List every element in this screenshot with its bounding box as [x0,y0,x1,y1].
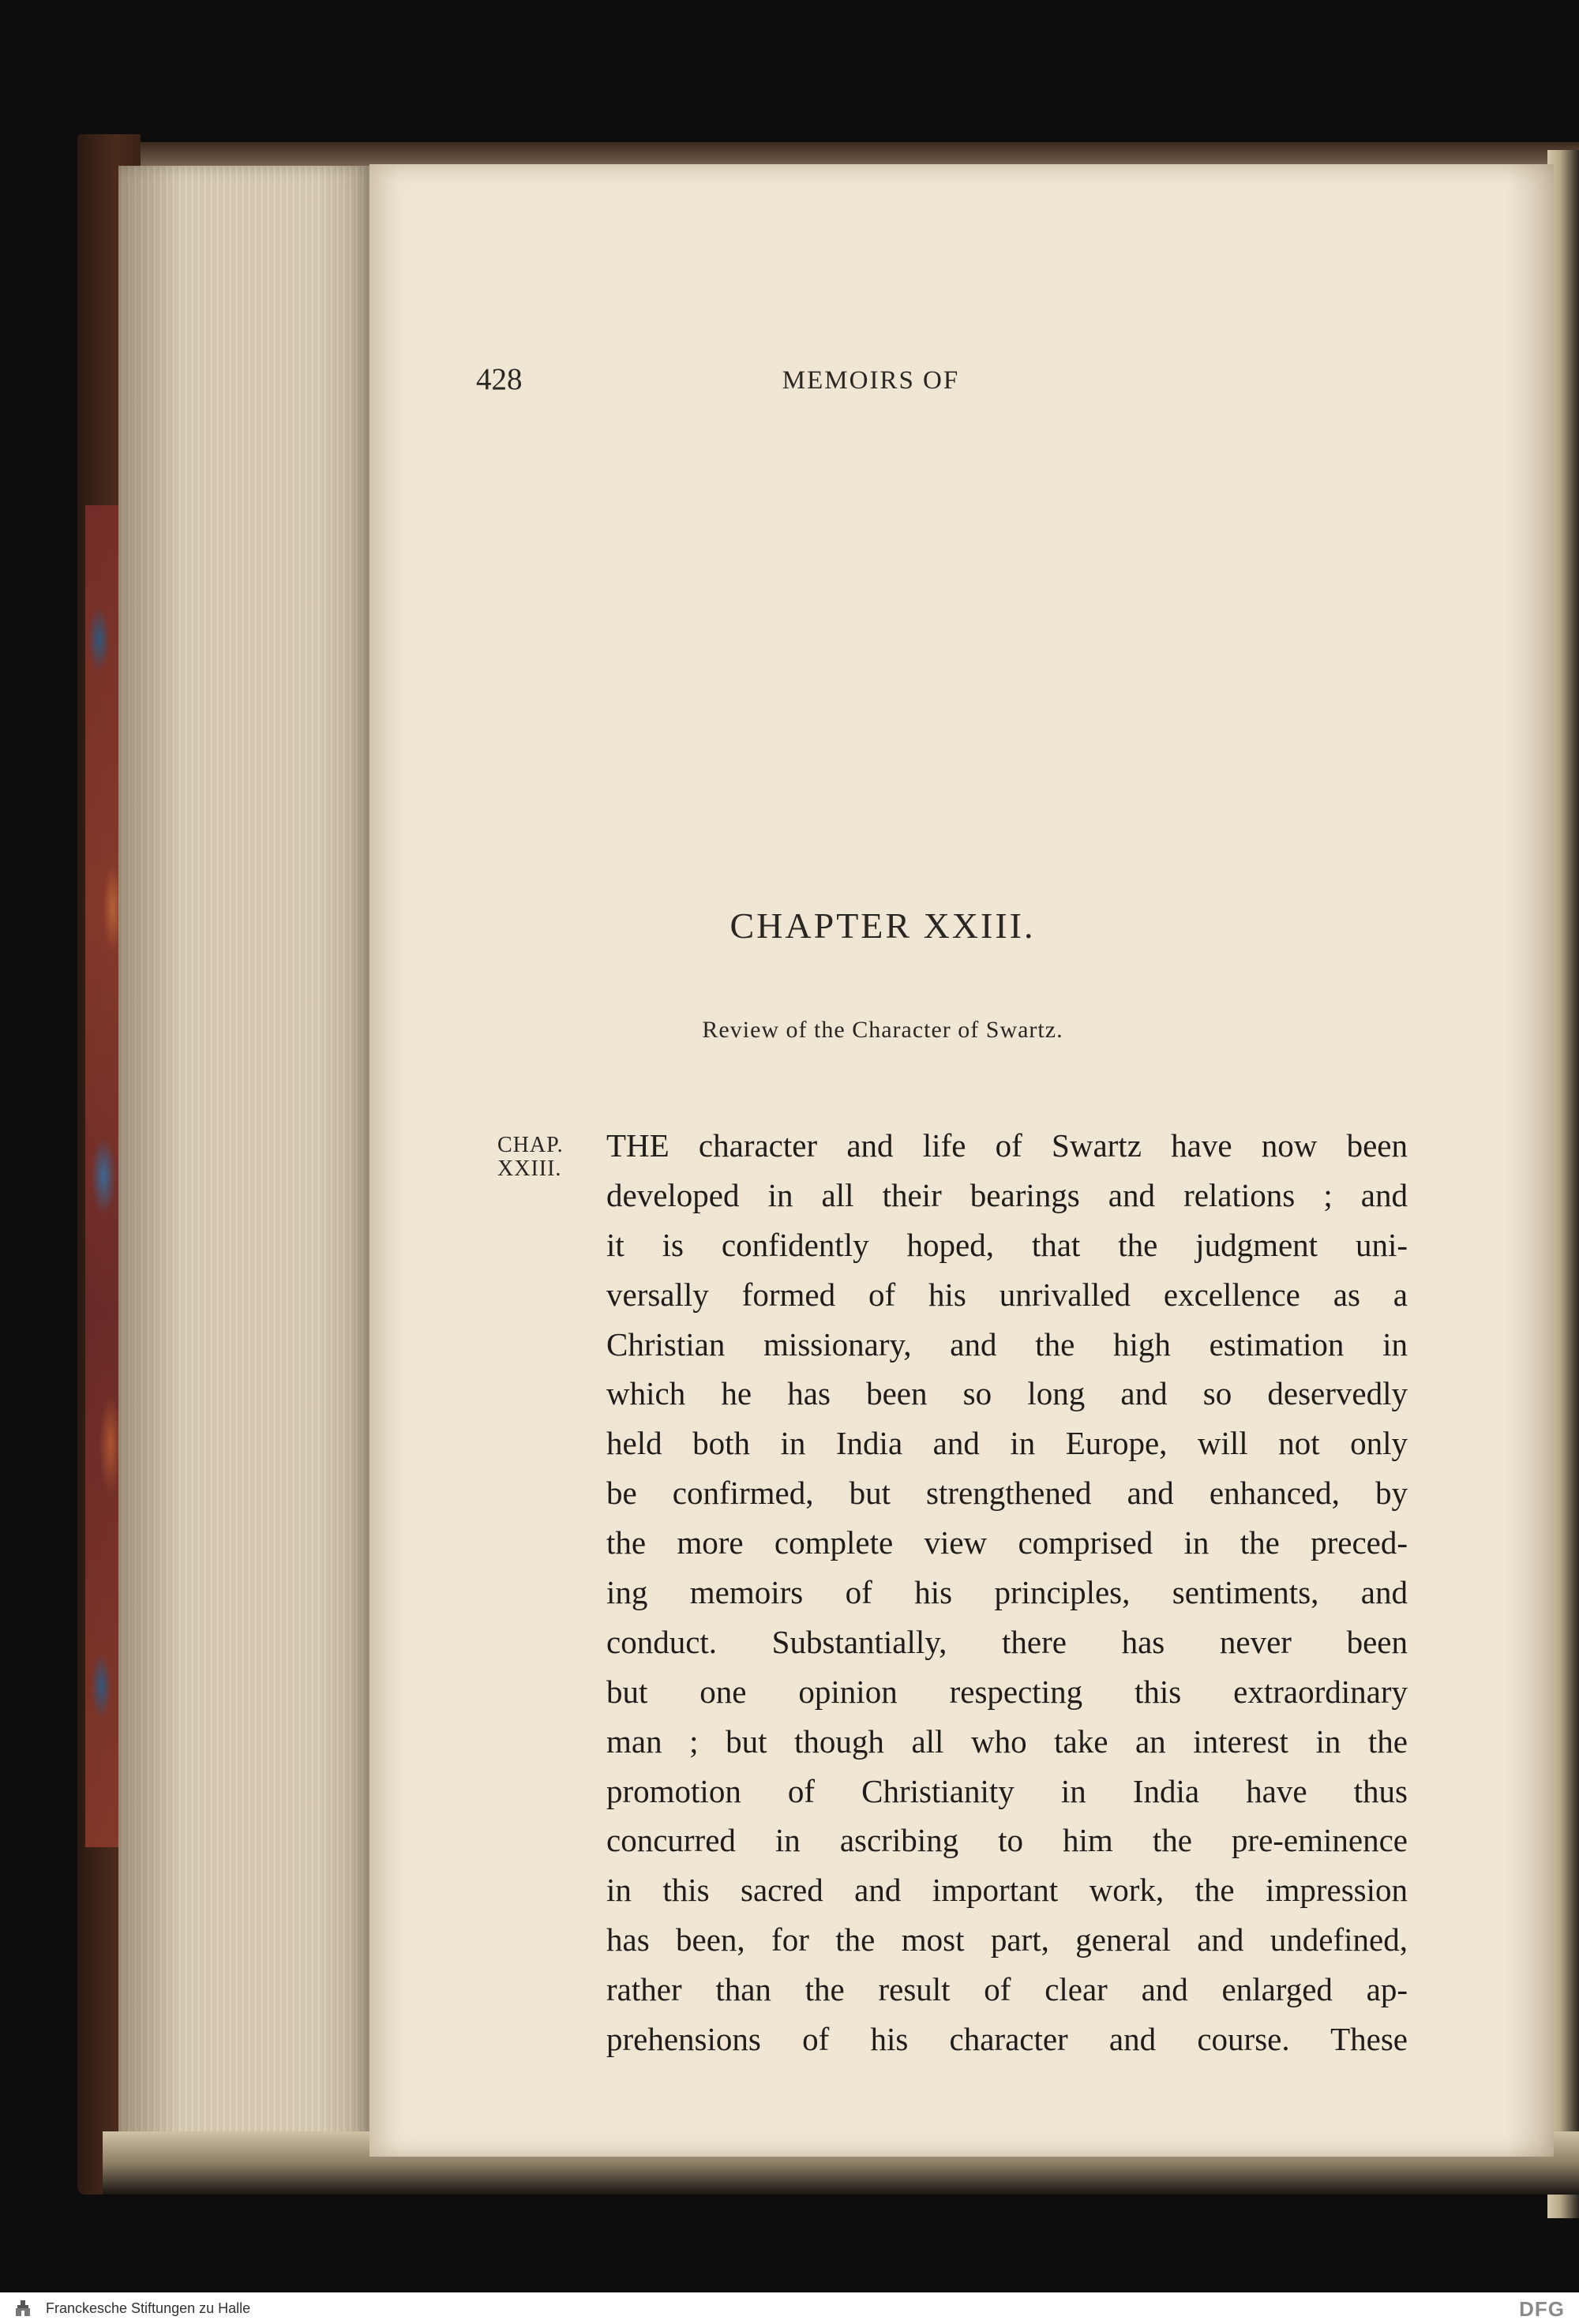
text-line: which he has been so long and so deservedly [606,1375,1408,1412]
text-line: versally formed of his unrivalled excellence as a [606,1276,1408,1313]
text-line: ing memoirs of his principles, sentiments, and [606,1574,1408,1611]
institution-logo-icon [13,2299,33,2319]
page-number: 428 [476,362,523,396]
viewer-footer [0,2292,1579,2324]
text-line: promotion of Christianity in India have thus [606,1772,1408,1809]
dfg-logo: DFG [1519,2297,1565,2321]
text-line: held both in India and in Europe, will not only [606,1425,1408,1462]
page-gutter [1506,164,1554,2157]
book-page [369,164,1554,2157]
margin-note-line: XXIII. [497,1156,562,1181]
text-line: has been, for the most part, general and undefined, [606,1921,1408,1959]
text-line: man ; but though all who take an interest in the [606,1722,1408,1760]
text-line: it is confidently hoped, that the judgment uni- [606,1226,1408,1263]
text-line: be confirmed, but strengthened and enhanced, by [606,1475,1408,1512]
text-line: conduct. Substantially, there has never been [606,1623,1408,1660]
chapter-subtitle: Review of the Character of Swartz. [702,1017,1063,1043]
page-block-edges [118,166,371,2155]
text-line: in this sacred and important work, the impression [606,1872,1408,1909]
text-line: the more complete view comprised in the preced- [606,1524,1408,1561]
text-line: rather than the result of clear and enlarged ap- [606,1971,1408,2008]
margin-note [497,1134,592,1181]
margin-note-line: CHAP. [497,1133,564,1157]
text-line: THE character and life of Swartz have now been [606,1127,1408,1164]
text-line: prehensions of his character and course. These [606,2021,1408,2058]
text-line: developed in all their bearings and relations ; and [606,1176,1408,1213]
institution-name: Franckesche Stiftungen zu Halle [46,2300,251,2316]
chapter-title: CHAPTER XXIII. [729,905,1036,946]
running-head: MEMOIRS OF [782,366,960,395]
text-line: but one opinion respecting this extraordinary [606,1673,1408,1710]
body-paragraph [606,1121,1408,2064]
page-header [476,362,1266,409]
text-line: Christian missionary, and the high estimation in [606,1325,1408,1363]
text-line: concurred in ascribing to him the pre-eminence [606,1822,1408,1859]
